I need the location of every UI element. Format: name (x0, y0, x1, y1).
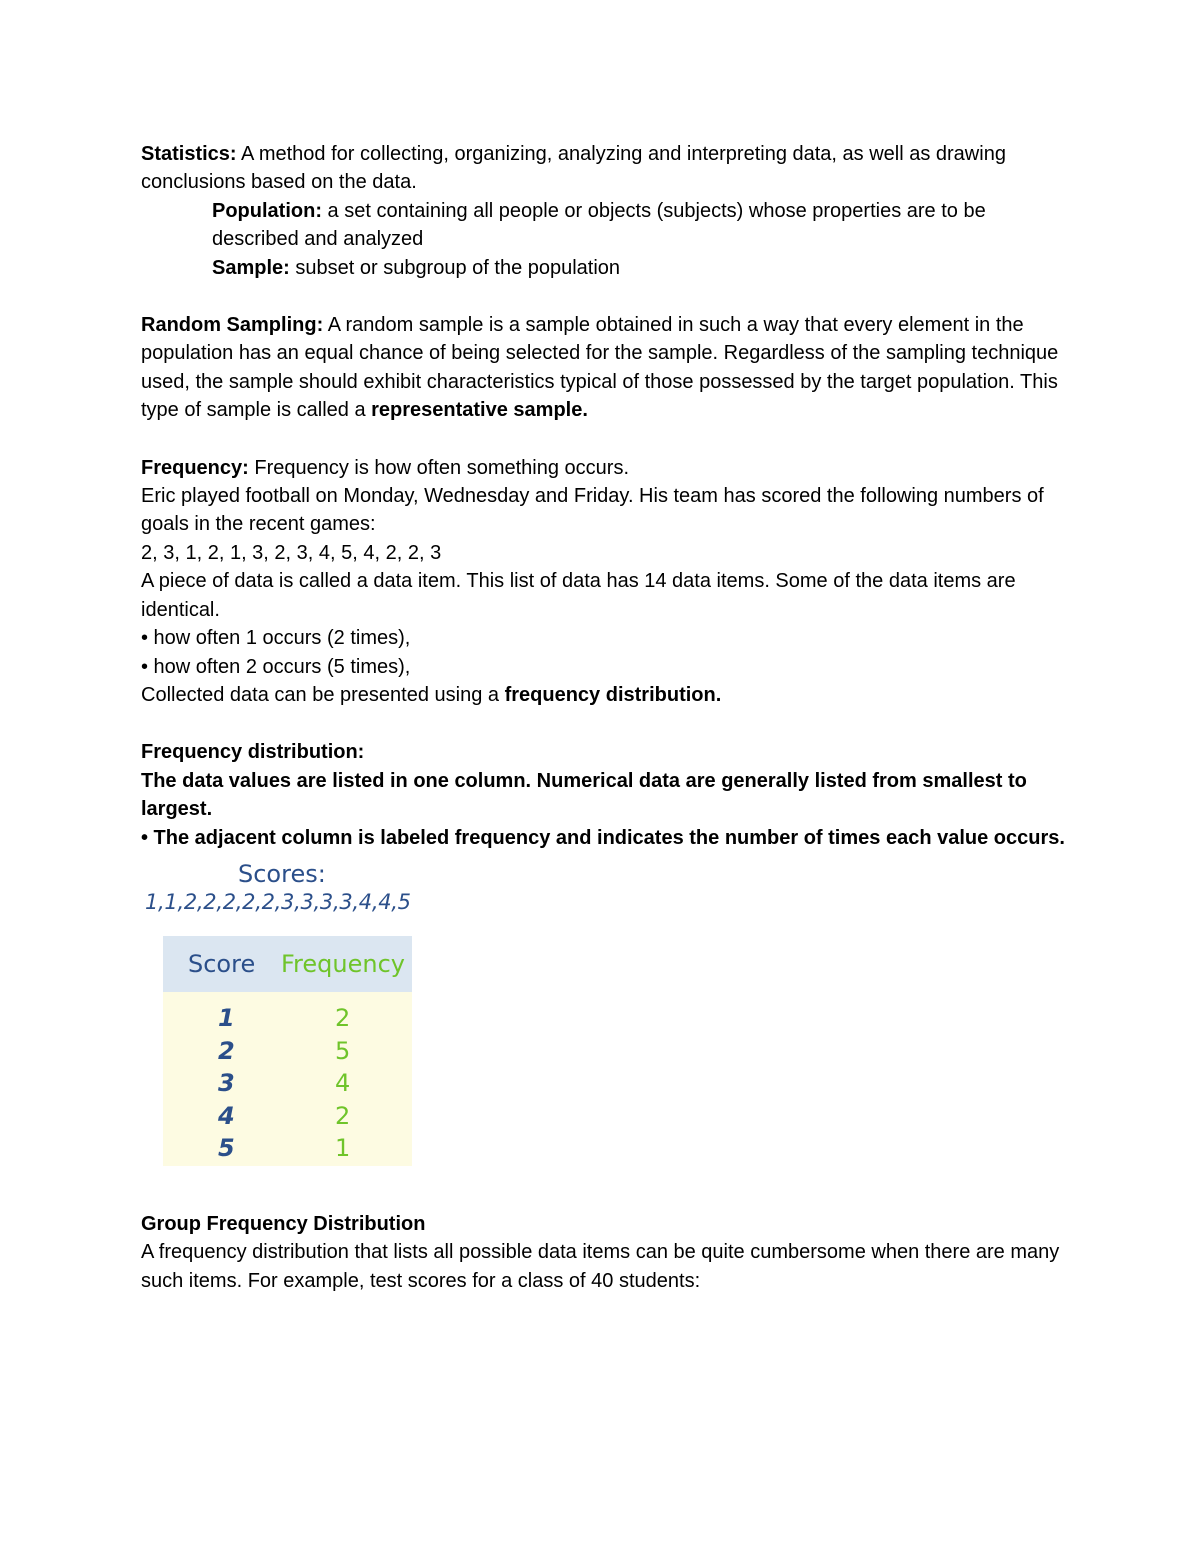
frequency-text: Frequency is how often something occurs. (248, 456, 629, 479)
heading-text: Group Frequency Distribution (141, 1212, 426, 1235)
frequency-table (163, 936, 412, 1166)
frequency-data-list: 2, 3, 1, 2, 1, 3, 2, 3, 4, 5, 4, 2, 2, 3 (141, 541, 442, 564)
score-cell: 4 (218, 1101, 235, 1130)
random-sampling-term: Random Sampling: (141, 314, 324, 337)
frequency-distribution-bullet (141, 824, 1071, 852)
population-term: Population: (212, 199, 322, 222)
table-row (163, 1065, 412, 1098)
table-row (163, 1000, 412, 1033)
group-frequency-text: A frequency distribution that lists all possible data items can be quite cumbersome when there are many such items. For example, test scores for a class of 40 students: (141, 1241, 1060, 1292)
statistics-text: A method for collecting, organizing, analyzing and interpreting data, as well as drawing conclusions based on the data. (141, 143, 1006, 194)
statistics-definition (141, 140, 1071, 197)
score-cell: 1 (218, 1003, 235, 1032)
score-cell: 2 (218, 1036, 235, 1065)
spacer (141, 282, 1071, 311)
scores-list: 1,1,2,2,2,2,2,3,3,3,3,4,4,5 (145, 889, 411, 914)
frequency-cell: 2 (335, 1101, 351, 1130)
population-text: a set containing all people or objects (subjects) whose properties are to be described and analyzed (212, 199, 986, 251)
random-sampling-definition (141, 311, 1071, 425)
random-sampling-text: A random sample is a sample obtained in such a way that every element in the population has an equal chance of being selected for the sample. Regardless of the sampling technique used, the sample should exhibit characteristics typical of those possessed by the target population. This type of sample is called a (141, 314, 1059, 422)
presented-sentence (141, 681, 1071, 709)
representative-sample-term: representative sample. (371, 399, 588, 422)
score-cell: 5 (218, 1134, 235, 1163)
frequency-term: Frequency: (141, 456, 249, 479)
frequency-definition (141, 454, 1071, 482)
bold-text: The data values are listed in one column. Numerical data are generally listed from smallest to largest. (141, 769, 1027, 821)
document-body (141, 140, 1071, 1295)
frequency-cell: 1 (335, 1134, 351, 1163)
column-header-score: Score (188, 949, 256, 978)
presented-text: Collected data can be presented using a (141, 683, 505, 706)
scores-title: Scores: (238, 859, 326, 888)
heading-text: Frequency distribution: (141, 741, 365, 764)
table-row (163, 1130, 412, 1163)
population-definition (141, 197, 1071, 254)
frequency-cell: 4 (335, 1069, 351, 1098)
statistics-term: Statistics: (141, 143, 237, 165)
column-header-frequency: Frequency (281, 949, 405, 978)
spacer (141, 1180, 1071, 1210)
data-item-note: A piece of data is called a data item. This list of data has 14 data items. Some of the data items are identical. (141, 570, 1016, 621)
spacer (141, 709, 1071, 738)
sample-text: subset or subgroup of the population (289, 256, 621, 279)
table-row (163, 1033, 412, 1066)
bullet-item: • how often 2 occurs (5 times), (141, 655, 411, 678)
spacer (141, 425, 1071, 454)
frequency-example: Eric played football on Monday, Wednesday and Friday. His team has scored the following numbers of goals in the recent games: (141, 485, 1044, 536)
sample-definition (141, 254, 1071, 282)
bold-text: • The adjacent column is labeled frequency and indicates the number of times each value occurs. (141, 826, 1065, 849)
score-cell: 3 (218, 1069, 235, 1098)
frequency-cell: 5 (335, 1036, 351, 1065)
frequency-distribution-heading (141, 738, 1071, 766)
frequency-table-figure (141, 860, 441, 1180)
frequency-distribution-term: frequency distribution. (504, 683, 722, 706)
frequency-distribution-line (141, 767, 1071, 824)
table-row (163, 1098, 412, 1131)
group-frequency-heading (141, 1210, 1071, 1238)
sample-term: Sample: (212, 256, 290, 279)
bullet-item: • how often 1 occurs (2 times), (141, 627, 411, 650)
table-header (163, 936, 412, 992)
frequency-cell: 2 (335, 1003, 351, 1032)
